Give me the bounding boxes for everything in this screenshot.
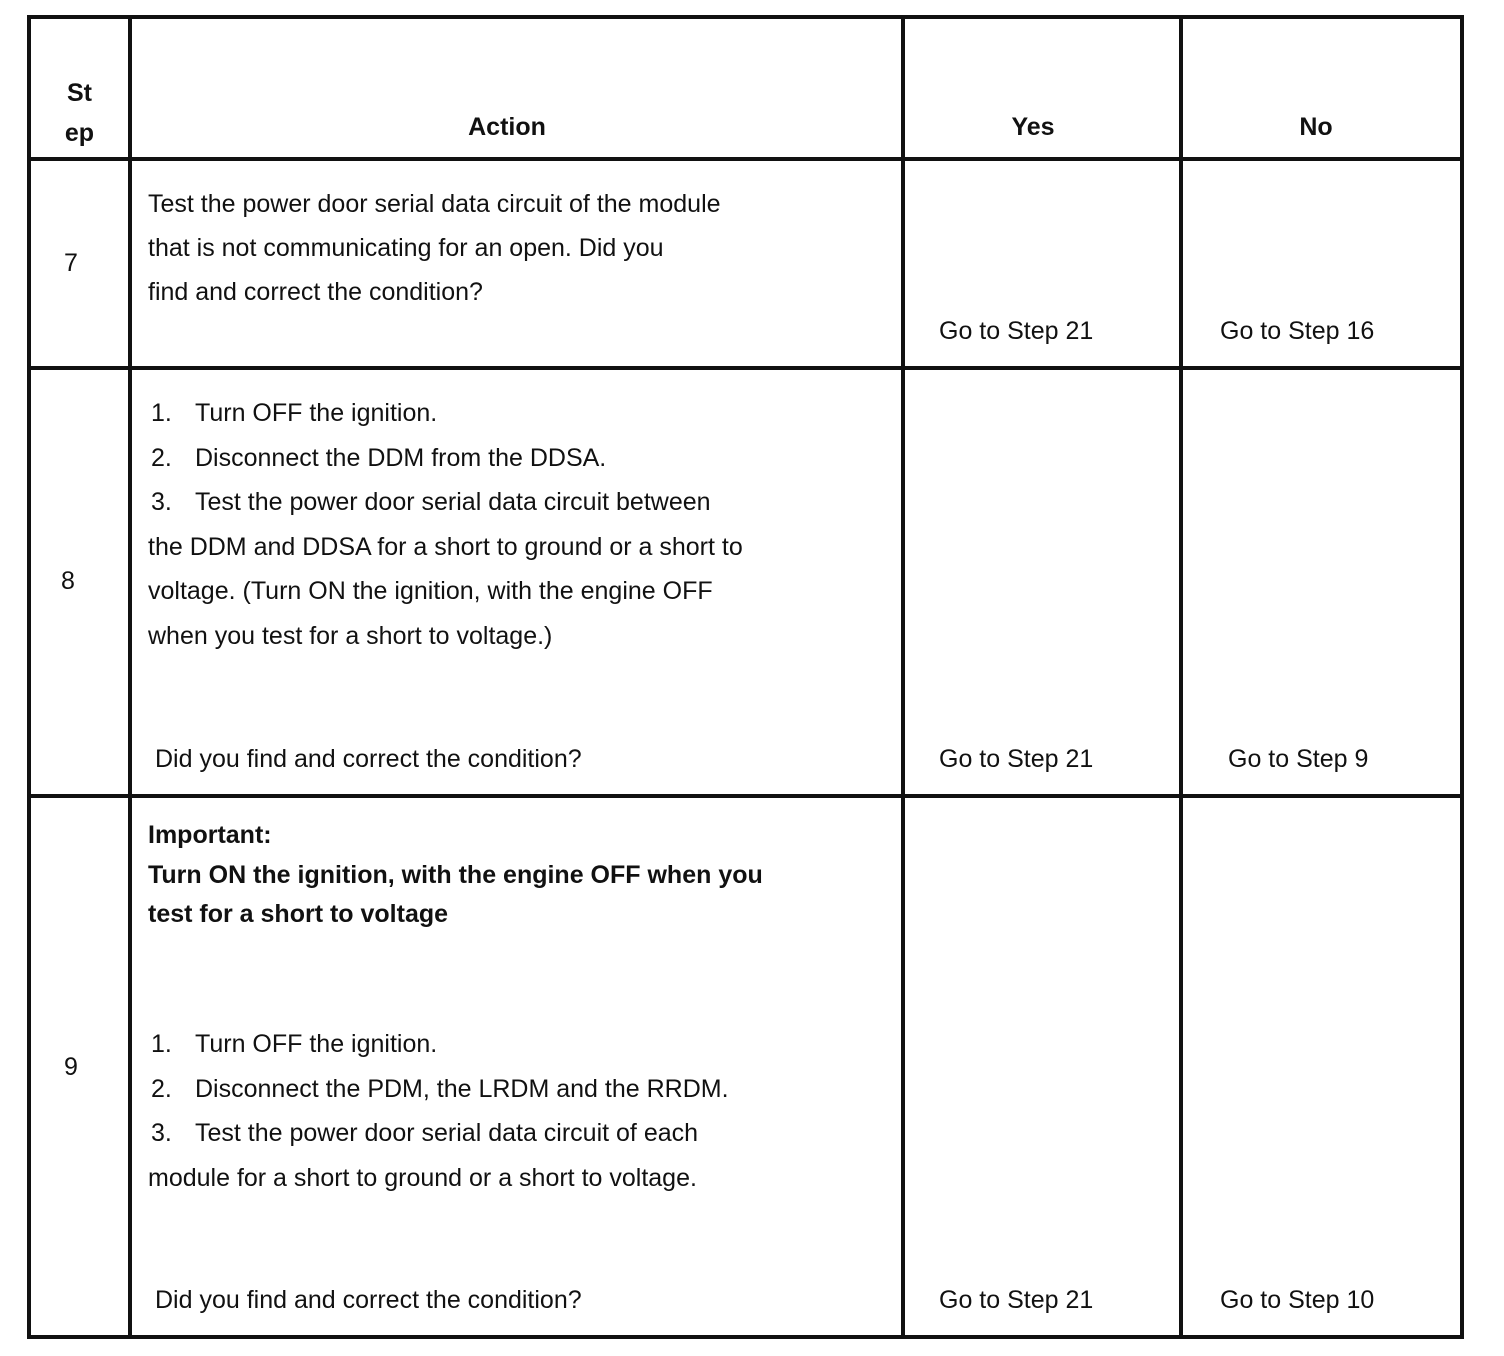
list-text: Disconnect the PDM, the LRDM and the RRDM. (195, 1074, 729, 1103)
step-number: 7 (64, 249, 78, 277)
action-text (148, 1022, 729, 1200)
table-border-right (1460, 15, 1464, 1339)
question-text: Did you find and correct the condition? (155, 745, 582, 773)
no-outcome: Go to Step 16 (1220, 317, 1375, 345)
list-item (148, 1111, 729, 1156)
list-text: Turn OFF the ignition. (195, 399, 438, 427)
column-divider (1179, 15, 1183, 1339)
question-text: Did you find and correct the condition? (155, 1286, 582, 1314)
table-border-bottom (27, 1335, 1464, 1339)
list-item (148, 391, 743, 436)
list-number: 2. (151, 443, 172, 472)
no-outcome: Go to Step 9 (1228, 745, 1369, 773)
no-outcome: Go to Step 10 (1220, 1286, 1375, 1314)
important-line: test for a short to voltage (148, 900, 449, 928)
action-line: module for a short to ground or a short to voltage. (148, 1163, 697, 1192)
list-number: 3. (151, 488, 172, 516)
list-number: 3. (151, 1119, 172, 1147)
header-no: No (1299, 113, 1333, 141)
action-line: Test the power door serial data circuit of the module (148, 190, 721, 218)
column-divider (901, 15, 905, 1339)
action-text (148, 391, 743, 658)
header-step-line2: ep (64, 119, 95, 147)
row-divider (27, 794, 1464, 798)
step-number: 8 (61, 567, 75, 595)
header-yes: Yes (1011, 113, 1055, 141)
header-step-line1: St (67, 79, 92, 107)
action-line: voltage. (Turn ON the ignition, with the engine OFF (148, 577, 713, 605)
important-line: Turn ON the ignition, with the engine OFF when you (148, 860, 763, 889)
table-border-top (27, 15, 1464, 19)
list-item (148, 436, 743, 481)
step-number: 9 (64, 1053, 78, 1081)
yes-outcome: Go to Step 21 (939, 1286, 1094, 1314)
list-text: Test the power door serial data circuit between (195, 488, 711, 516)
action-line: the DDM and DDSA for a short to ground or a short to (148, 532, 743, 561)
header-step (31, 73, 128, 153)
list-text: Turn OFF the ignition. (195, 1030, 438, 1058)
action-line: when you test for a short to voltage.) (148, 621, 553, 650)
header-action: Action (468, 113, 546, 141)
yes-outcome: Go to Step 21 (939, 745, 1094, 773)
list-number: 1. (151, 399, 172, 427)
list-item (148, 480, 743, 525)
list-item (148, 1067, 729, 1112)
important-label: Important: (148, 821, 272, 849)
action-line: find and correct the condition? (148, 278, 483, 306)
list-number: 2. (151, 1074, 172, 1103)
table-border-left (27, 15, 31, 1339)
action-line: that is not communicating for an open. Did you (148, 234, 664, 262)
action-text (148, 182, 721, 314)
row-divider (27, 366, 1464, 370)
header-divider (27, 157, 1464, 161)
list-text: Test the power door serial data circuit of each (195, 1119, 699, 1147)
important-note (148, 816, 763, 935)
column-divider (128, 15, 132, 1339)
yes-outcome: Go to Step 21 (939, 317, 1094, 345)
diagnostic-table (27, 15, 1464, 1339)
list-text: Disconnect the DDM from the DDSA. (195, 443, 607, 472)
list-number: 1. (151, 1030, 172, 1058)
list-item (148, 1022, 729, 1067)
